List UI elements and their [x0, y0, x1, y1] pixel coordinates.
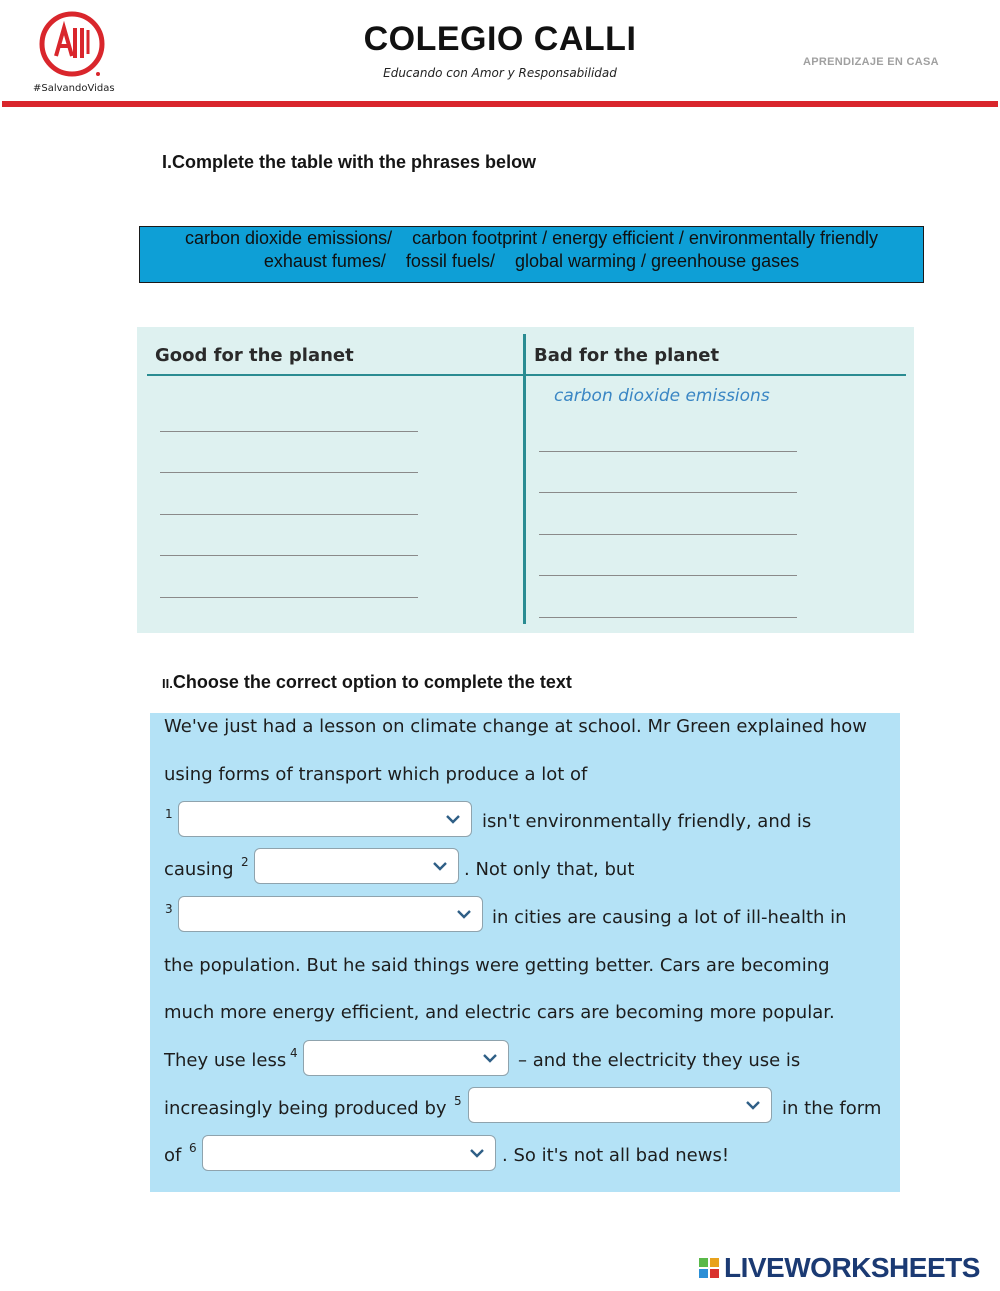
- logo-cube-icon: [699, 1269, 708, 1278]
- text-line: We've just had a lesson on climate change at school. Mr Green explained how: [164, 716, 868, 737]
- blank-number: 4: [290, 1046, 298, 1060]
- text-line: in the form: [782, 1098, 882, 1119]
- text-line: . So it's not all bad news!: [502, 1145, 730, 1166]
- answer-dropdown-6[interactable]: [202, 1135, 496, 1171]
- section2-roman: II.: [162, 676, 173, 691]
- answer-line-good[interactable]: [160, 431, 418, 432]
- answer-dropdown-3[interactable]: [178, 896, 483, 932]
- phrase-line-1: carbon dioxide emissions/ carbon footprint / energy efficient / environmentally friendly: [184, 228, 879, 248]
- chevron-down-icon: [445, 813, 461, 825]
- text-line: the population. But he said things were getting better. Cars are becoming: [164, 955, 830, 976]
- answer-line-bad[interactable]: [539, 534, 797, 535]
- answer-dropdown-2[interactable]: [254, 848, 459, 884]
- text-line: They use less: [164, 1050, 287, 1071]
- chevron-down-icon: [432, 860, 448, 872]
- blank-number: 2: [241, 855, 249, 869]
- example-answer: carbon dioxide emissions: [554, 386, 770, 406]
- header-divider: [2, 101, 998, 107]
- answer-line-bad[interactable]: [539, 617, 797, 618]
- blank-number: 3: [165, 902, 173, 916]
- header-tag: APRENDIZAJE EN CASA: [803, 56, 939, 68]
- logo-cube-icon: [710, 1269, 719, 1278]
- answer-line-good[interactable]: [160, 514, 418, 515]
- blank-number: 1: [165, 807, 173, 821]
- text-line: isn't environmentally friendly, and is: [482, 811, 812, 832]
- answer-dropdown-5[interactable]: [468, 1087, 772, 1123]
- chevron-down-icon: [482, 1052, 498, 1064]
- table-column-divider: [523, 334, 526, 624]
- text-line: in cities are causing a lot of ill-health in: [492, 907, 847, 928]
- text-line: using forms of transport which produce a lot of: [164, 764, 588, 785]
- column-header-good: Good for the planet: [155, 345, 354, 366]
- chevron-down-icon: [469, 1147, 485, 1159]
- classification-table: [137, 327, 914, 633]
- answer-dropdown-4[interactable]: [303, 1040, 509, 1076]
- text-line: increasingly being produced by: [164, 1098, 447, 1119]
- logo-hashtag: #SalvandoVidas: [33, 83, 115, 94]
- blank-number: 5: [454, 1094, 462, 1108]
- text-line: – and the electricity they use is: [518, 1050, 801, 1071]
- answer-line-good[interactable]: [160, 472, 418, 473]
- section2-heading-text: Choose the correct option to complete the text: [172, 672, 572, 692]
- section1-heading: I.Complete the table with the phrases below: [162, 152, 537, 172]
- column-header-bad: Bad for the planet: [534, 345, 720, 366]
- logo-cube-icon: [699, 1258, 708, 1267]
- answer-line-good[interactable]: [160, 555, 418, 556]
- answer-dropdown-1[interactable]: [178, 801, 472, 837]
- answer-line-bad[interactable]: [539, 492, 797, 493]
- table-header-rule: [147, 374, 906, 376]
- text-line: causing: [164, 859, 234, 880]
- answer-line-good[interactable]: [160, 597, 418, 598]
- phrase-line-2: exhaust fumes/ fossil fuels/ global warming / greenhouse gases: [263, 251, 800, 271]
- liveworksheets-brand: LIVEWORKSHEETS: [724, 1252, 980, 1283]
- text-line: of: [164, 1145, 182, 1166]
- school-motto: Educando con Amor y Responsabilidad: [383, 66, 617, 80]
- section2-heading: [162, 672, 572, 693]
- chevron-down-icon: [745, 1099, 761, 1111]
- cloze-text-box: [150, 713, 900, 1192]
- logo-cube-icon: [710, 1258, 719, 1267]
- chevron-down-icon: [456, 908, 472, 920]
- answer-line-bad[interactable]: [539, 451, 797, 452]
- phrase-box: [139, 226, 924, 283]
- blank-number: 6: [189, 1141, 197, 1155]
- text-line: . Not only that, but: [464, 859, 635, 880]
- answer-line-bad[interactable]: [539, 575, 797, 576]
- school-title: COLEGIO CALLI: [363, 20, 637, 58]
- liveworksheets-logo: [697, 1252, 997, 1285]
- text-line: much more energy efficient, and electric cars are becoming more popular.: [164, 1002, 835, 1023]
